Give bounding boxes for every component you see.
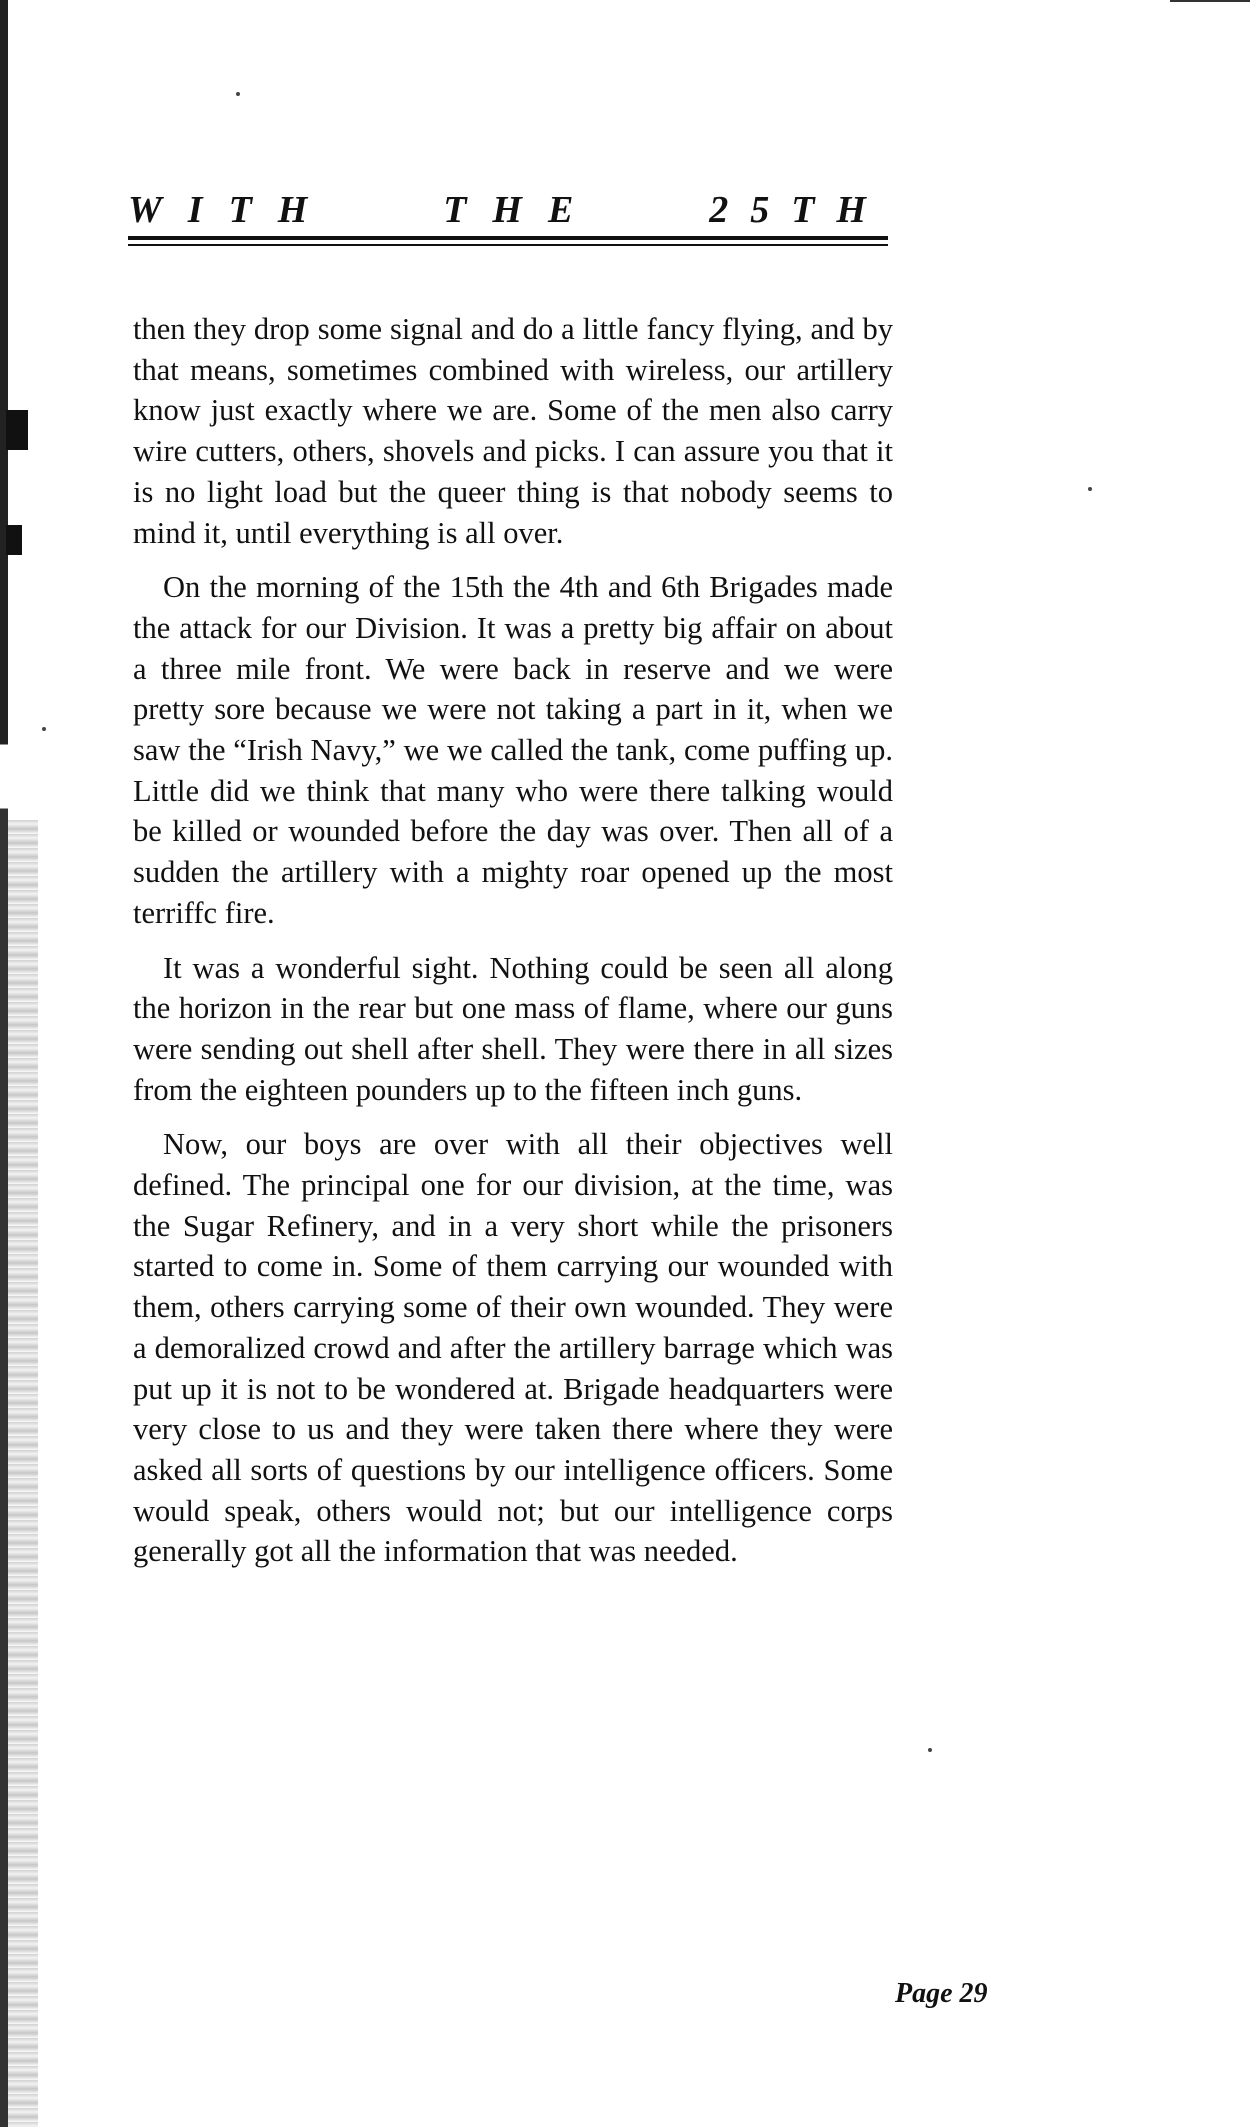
running-head-word: THE: [443, 189, 600, 231]
running-head-rule: [128, 244, 888, 246]
scan-speck: [928, 1748, 932, 1752]
scan-binding-shadow: [8, 820, 38, 2127]
scan-speck: [236, 92, 240, 96]
scan-speck: [1088, 487, 1092, 491]
paragraph-4: Now, our boys are over with all their objectives well defined. The principal one for our division, at the time, was the Sugar Refinery, and in a very short while the prisoners started to come in. Some of them carrying our wounded with them, others carrying some of their own wounded. They were a demoralized crowd and after the artillery barrage which was put up it is not to be wondered at. Brigade headquarters were very close to us and they were taken there where they were asked all sorts of questions by our intelligence officers. Some would speak, others would not; but our intelligence corps generally got all the information that was needed.: [133, 1127, 893, 1569]
page-number: Page 29: [895, 1978, 988, 2009]
running-head-word: 25TH: [709, 189, 888, 231]
paragraph-3: It was a wonderful sight. Nothing could be seen all along the horizon in the rear but one mass of flame, where our guns were sending out shell after shell. They were there in all sizes from the eighteen pounders up to the fifteen inch guns.: [133, 950, 893, 1107]
running-head: [128, 182, 888, 238]
running-head-word: WITH: [128, 189, 334, 231]
scan-binding-mark: [6, 410, 28, 450]
scan-edge-line: [1170, 0, 1250, 2]
body-text: [133, 309, 893, 1586]
scan-binding-mark: [6, 525, 22, 555]
paragraph-1: then they drop some signal and do a little fancy flying, and by that means, sometimes combined with wireless, our artillery know just exactly where we are. Some of the men also carry wire cutters, others, shovels and picks. I can assure you that it is no light load but the queer thing is that nobody seems to mind it, until everything is all over.: [133, 312, 893, 550]
paragraph-2: On the morning of the 15th the 4th and 6th Brigades made the attack for our Division. It was a pretty big affair on about a three mile front. We were back in reserve and we were pretty sore because we were not taking a part in it, when we saw the “Irish Navy,” we we called the tank, come puffing up. Little did we think that many who were there talking would be killed or wounded before the day was over. Then all of a sudden the artillery with a mighty roar opened up the most terriffc fire.: [133, 570, 893, 930]
running-head-rule: [128, 236, 888, 240]
scan-binding-edge: [0, 0, 8, 2127]
scan-speck: [42, 727, 46, 731]
